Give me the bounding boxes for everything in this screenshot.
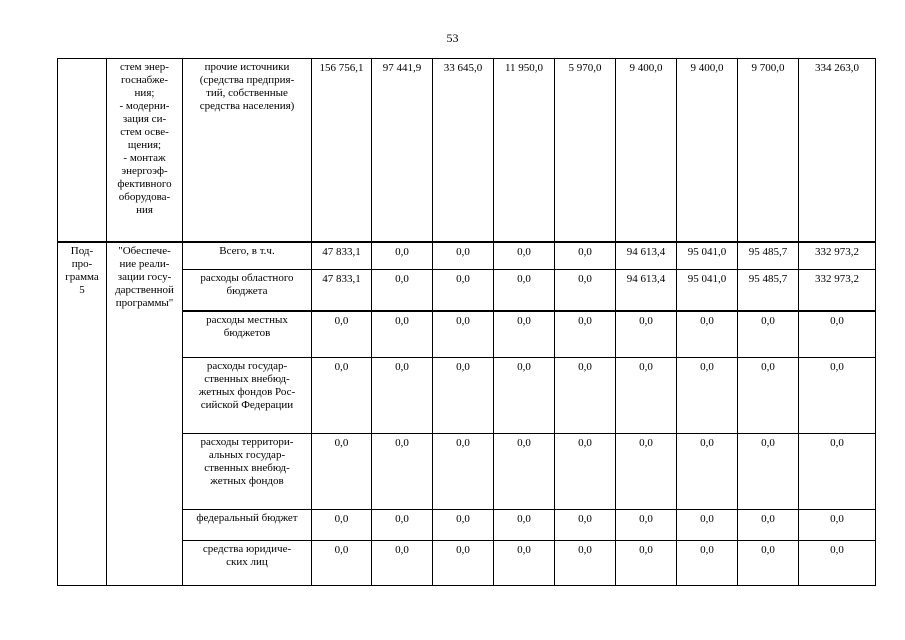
value-cell: 0,0 [433,242,494,270]
value-cell: 0,0 [494,270,555,312]
value-cell: 33 645,0 [433,59,494,243]
value-cell: 0,0 [738,510,799,541]
source-label: средства юридиче- ских лиц [183,541,312,586]
value-cell: 0,0 [616,541,677,586]
value-cell: 0,0 [372,242,433,270]
value-cell: 47 833,1 [312,270,372,312]
value-cell: 9 400,0 [677,59,738,243]
value-cell: 0,0 [799,358,876,434]
value-cell: 0,0 [433,434,494,510]
value-cell: 0,0 [372,311,433,358]
value-cell: 0,0 [433,510,494,541]
value-cell: 0,0 [677,358,738,434]
value-cell: 0,0 [677,434,738,510]
source-label: расходы областного бюджета [183,270,312,312]
value-cell: 0,0 [799,510,876,541]
source-label: расходы территори- альных государ- ственных внебюд- жетных фондов [183,434,312,510]
value-cell: 0,0 [555,270,616,312]
value-cell: 94 613,4 [616,270,677,312]
value-cell: 0,0 [555,242,616,270]
value-cell: 0,0 [677,541,738,586]
value-cell: 0,0 [372,434,433,510]
source-label: федеральный бюджет [183,510,312,541]
value-cell: 95 485,7 [738,270,799,312]
budget-table [57,58,876,586]
value-cell: 0,0 [433,358,494,434]
source-label: расходы государ- ственных внебюд- жетных фондов Рос- сийской Федерации [183,358,312,434]
table-row [58,242,876,270]
source-label: Всего, в т.ч. [183,242,312,270]
value-cell: 0,0 [312,541,372,586]
value-cell: 0,0 [616,311,677,358]
value-cell: 0,0 [799,434,876,510]
value-cell: 334 263,0 [799,59,876,243]
value-cell: 0,0 [616,358,677,434]
value-cell: 0,0 [555,434,616,510]
value-cell: 95 041,0 [677,242,738,270]
value-cell: 0,0 [312,358,372,434]
value-cell: 0,0 [555,541,616,586]
value-cell: 0,0 [494,510,555,541]
value-cell: 0,0 [372,541,433,586]
value-cell: 0,0 [372,510,433,541]
source-label: прочие источники (средства предприя- тий, собственные средства населения) [183,59,312,243]
value-cell: 0,0 [799,541,876,586]
value-cell: 0,0 [494,358,555,434]
value-cell: 0,0 [738,358,799,434]
value-cell: 0,0 [616,510,677,541]
measure-cell: "Обеспече- ние реали- зации госу- дарственной программы" [107,242,183,586]
value-cell: 0,0 [677,510,738,541]
value-cell: 9 400,0 [616,59,677,243]
value-cell: 0,0 [312,510,372,541]
subprogram-cell: Под- про- грамма 5 [58,242,107,586]
value-cell: 0,0 [312,434,372,510]
value-cell: 0,0 [433,541,494,586]
value-cell: 332 973,2 [799,242,876,270]
value-cell: 94 613,4 [616,242,677,270]
table-row [58,59,876,243]
value-cell: 156 756,1 [312,59,372,243]
value-cell: 0,0 [433,270,494,312]
value-cell: 0,0 [555,311,616,358]
value-cell: 0,0 [433,311,494,358]
value-cell: 5 970,0 [555,59,616,243]
value-cell: 0,0 [312,311,372,358]
value-cell: 332 973,2 [799,270,876,312]
source-label: расходы местных бюджетов [183,311,312,358]
value-cell: 97 441,9 [372,59,433,243]
value-cell: 0,0 [616,434,677,510]
value-cell: 0,0 [799,311,876,358]
value-cell: 95 485,7 [738,242,799,270]
page-number: 53 [446,31,459,45]
value-cell: 0,0 [738,434,799,510]
value-cell: 47 833,1 [312,242,372,270]
value-cell: 0,0 [494,434,555,510]
value-cell: 0,0 [738,311,799,358]
value-cell: 0,0 [738,541,799,586]
value-cell: 0,0 [555,358,616,434]
value-cell: 0,0 [372,358,433,434]
subprogram-cell [58,59,107,243]
value-cell: 0,0 [494,242,555,270]
value-cell: 11 950,0 [494,59,555,243]
value-cell: 0,0 [494,311,555,358]
value-cell: 0,0 [372,270,433,312]
table-body [58,59,876,586]
value-cell: 0,0 [494,541,555,586]
value-cell: 9 700,0 [738,59,799,243]
measure-cell: стем энер- госнабже- ния; - модерни- зация си- стем осве- щения; - монтаж энергоэф- фективного оборудова- ния [107,59,183,243]
value-cell: 0,0 [555,510,616,541]
value-cell: 0,0 [677,311,738,358]
value-cell: 95 041,0 [677,270,738,312]
